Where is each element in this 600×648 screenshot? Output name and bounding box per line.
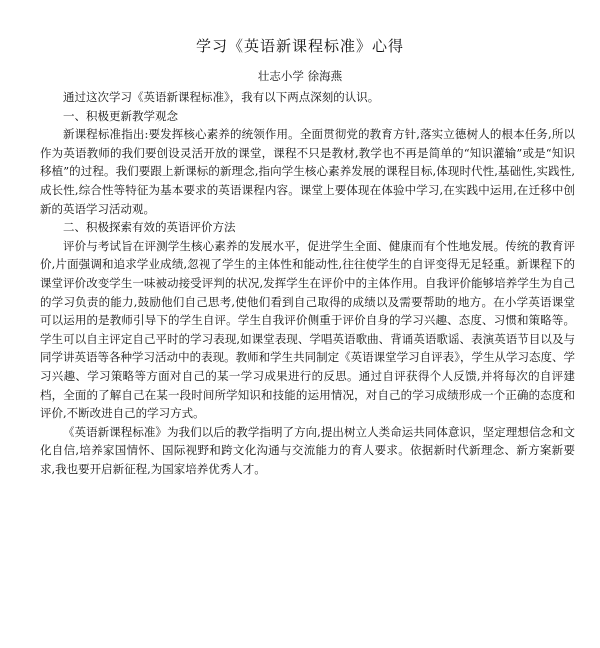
section-heading-1: 一、积极更新教学观念 bbox=[63, 108, 178, 123]
body-paragraph-1: 新课程标准指出:要发挥核心素养的统领作用。全面贯彻党的教育方针,落实立德树人的根本任务,所以作为英语教师的我们要创设灵活开放的课堂，课程不只是教材,教学也不再是简单的“知识灌输”或是“知识移植”的过程。我们要跟上新课标的新理念,指向学生核心素养发展的课程目标,体现时代性,基础性,实践性,成长性,综合性等特征为基本要求的英语课程内容。课堂上要体现在体验中学习,在实践中运用,在迁移中创新的英语学习活动观。 bbox=[40, 127, 575, 216]
document-body bbox=[40, 88, 575, 478]
body-paragraph-2: 评价与考试旨在评测学生核心素养的发展水平，促进学生全面、健康而有个性地发展。传统的教育评价,片面强调和追求学业成绩,忽视了学生的主体性和能动性,往往使学生的自评变得无足轻重。新课程下的课堂评价改变学生一味被动接受评判的状况,发挥学生在评价中的主体作用。自我评价能够培养学生为自己的学习负责的能力,鼓励他们自己思考,使他们看到自己取得的成绩以及需要帮助的地方。在小学英语课堂可以运用的是教师引导下的学生自评。学生自我评价侧重于评价自身的学习兴趣、态度、习惯和策略等。学生可以自主评定自己平时的学习表现,如课堂表现、学唱英语歌曲、背诵英语歌谣、表演英语节目以及与同学讲英语等各种学习活动中的表现。教师和学生共同制定《英语课堂学习自评表》，学生从学习态度、学习兴趣、学习策略等方面对自己的某一学习成果进行的反思。通过自评获得个人反馈,并将每次的自评建档，全面的了解自己在某一段时间所学知识和技能的运用情况，对自己的学习成绩形成一个正确的态度和评价,不断改进自己的学习方式。 bbox=[40, 238, 575, 421]
conclusion-paragraph: 《英语新课程标准》为我们以后的教学指明了方向,提出树立人类命运共同体意识，坚定理想信念和文化自信,培养家国情怀、国际视野和跨文化沟通与交流能力的育人要求。依据新时代新理念、新方案新要求,我也要开启新征程,为国家培养优秀人才。 bbox=[40, 424, 575, 476]
intro-paragraph: 通过这次学习《英语新课程标准》，我有以下两点深刻的认识。 bbox=[63, 90, 380, 104]
document-title: 学习《英语新课程标准》心得 bbox=[195, 37, 404, 55]
section-heading-2: 二、积极探索有效的英语评价方法 bbox=[63, 220, 236, 235]
document-author: 壮志小学 徐海燕 bbox=[257, 69, 343, 83]
